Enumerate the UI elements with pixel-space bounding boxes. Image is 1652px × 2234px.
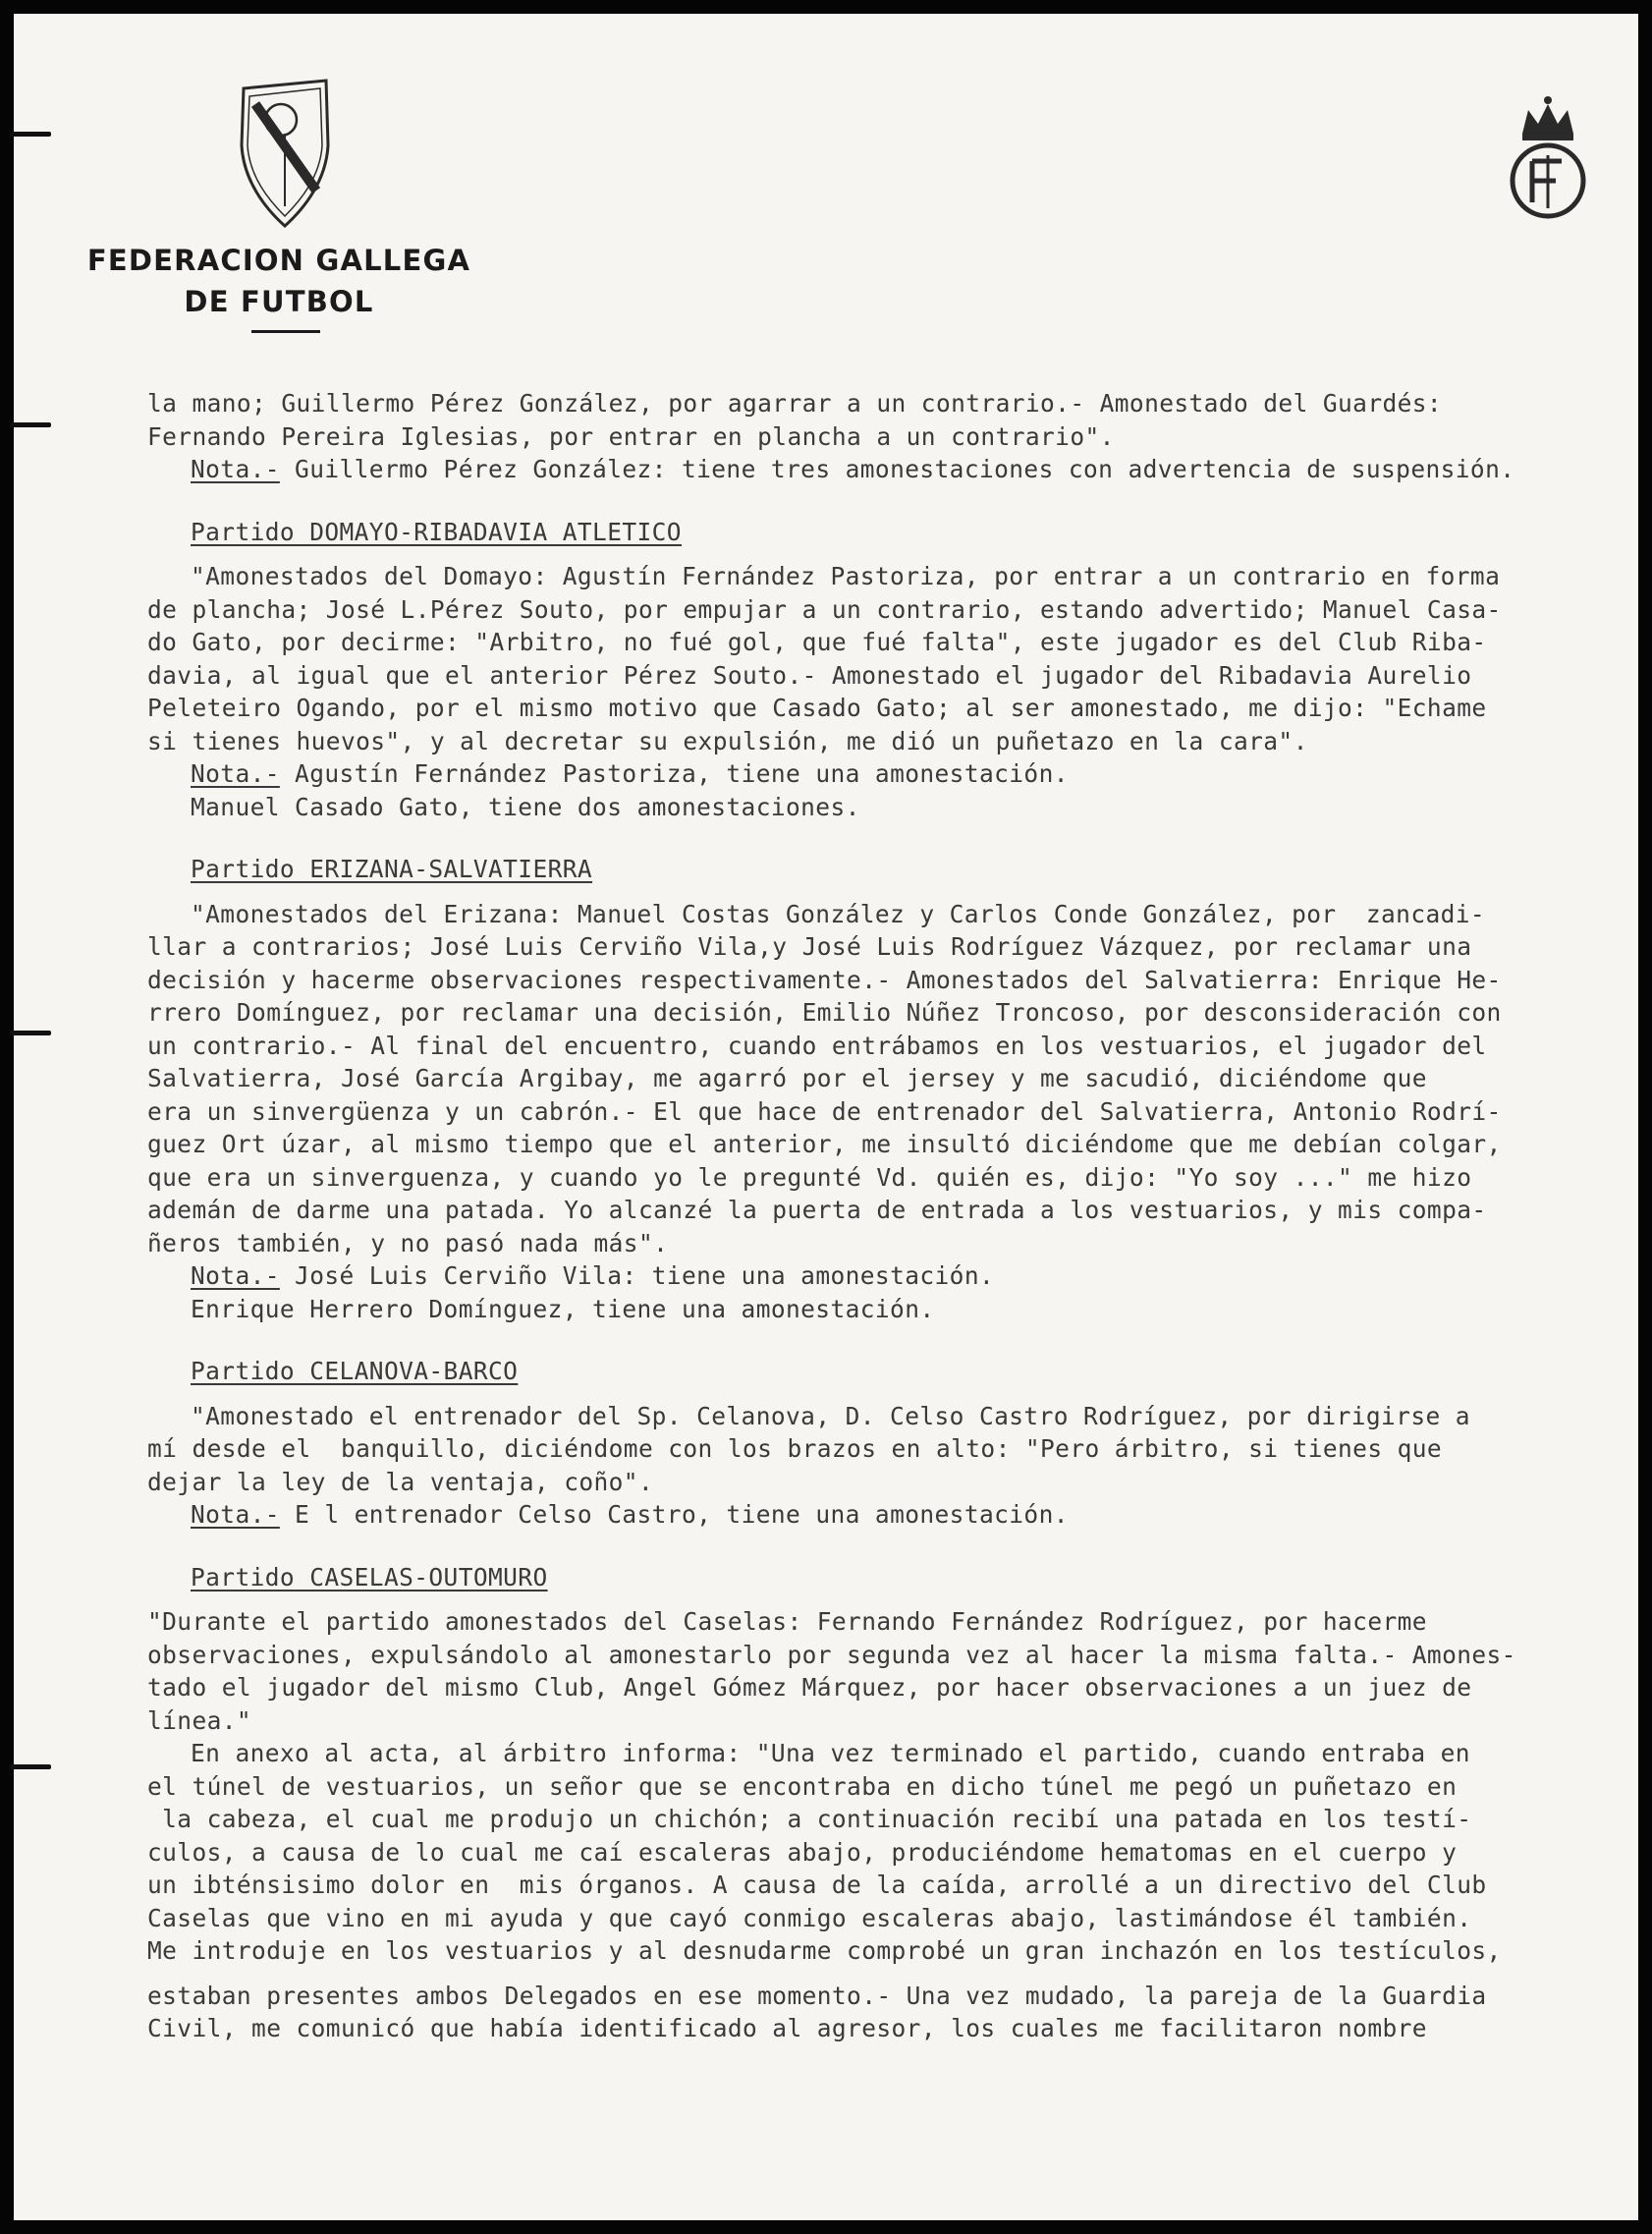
punch-mark (10, 422, 51, 427)
note-line (191, 757, 1650, 791)
text-line: el túnel de vestuarios, un señor que se encontraba en dicho túnel me pegó un puñetazo en (147, 1771, 1458, 1801)
note-line (191, 1498, 1650, 1532)
text-line: si tienes huevos", y al decretar su expulsión, me dió un puñetazo en la cara". (147, 726, 1308, 755)
text-line: Me introduje en los vestuarios y al desnudarme comprobé un gran inchazón en los testículos, (147, 1936, 1502, 1965)
text-line: En anexo al acta, al árbitro informa: "Una vez terminado el partido, cuando entraba en (191, 1739, 1470, 1767)
text-line: ñeros también, y no pasó nada más". (147, 1228, 669, 1257)
text-line: mí desde el banquillo, diciéndome con los brazos en alto: "Pero árbitro, si tienes que (147, 1434, 1443, 1463)
text-line: do Gato, por decirme: "Arbitro, no fué gol, que fué falta", este jugador es del Club Riba- (147, 628, 1487, 656)
federation-shield-icon (238, 75, 332, 232)
text-line: Enrique Herrero Domínguez, tiene una amonestación. (191, 1294, 935, 1323)
match-heading (191, 1561, 1650, 1594)
note-text: E l entrenador Celso Castro, tiene una amonestación. (279, 1500, 1069, 1529)
note-text: Guillermo Pérez González: tiene tres amonestaciones con advertencia de suspensión. (279, 455, 1515, 483)
org-name-line1: FEDERACION GALLEGA (86, 244, 471, 277)
punch-mark (10, 132, 51, 137)
text-line: la mano; Guillermo Pérez González, por agarrar a un contrario.- Amonestado del Guardés: (147, 389, 1443, 418)
text-line: estaban presentes ambos Delegados en ese momento.- Una vez mudado, la pareja de la Guardia (147, 1981, 1487, 2010)
document-page (14, 14, 1638, 2220)
text-line: Civil, me comunicó que había identificado al agresor, los cuales me facilitaron nombre (147, 2014, 1427, 2042)
text-line: llar a contrarios; José Luis Cerviño Vila,y José Luis Rodríguez Vázquez, por reclamar una (147, 932, 1472, 961)
text-line: Fernando Pereira Iglesias, por entrar en plancha a un contrario". (147, 421, 1115, 451)
text-line: ademán de darme una patada. Yo alcanzé la puerta de entrada a los vestuarios, y mis compa- (147, 1196, 1487, 1224)
text-line: Salvatierra, José García Argibay, me agarró por el jersey y me sacudió, diciéndome que (147, 1064, 1427, 1092)
text-line: que era un sinverguenza, y cuando yo le pregunté Vd. quién es, dijo: "Yo soy ..." me hizo (147, 1162, 1472, 1192)
match-heading (191, 853, 1650, 886)
text-line: un ibténsisimo dolor en mis órganos. A causa de la caída, arrollé a un directivo del Club (147, 1871, 1487, 1899)
note-line (191, 1259, 1650, 1293)
note-label: Nota.- (191, 759, 280, 788)
org-name-line2: DE FUTBOL (184, 285, 374, 318)
text-line: dejar la ley de la ventaja, coño". (147, 1467, 654, 1496)
text-line: tado el jugador del mismo Club, Angel Gómez Márquez, por hacer observaciones a un juez de (147, 1673, 1472, 1702)
text-line: Manuel Casado Gato, tiene dos amonestaciones. (191, 792, 860, 821)
punch-mark (10, 1031, 51, 1035)
text-line: Caselas que vino en mi ayuda y que cayó conmigo escaleras abajo, lastimándose él también. (147, 1903, 1472, 1932)
text-line: decisión y hacerme observaciones respectivamente.- Amonestados del Salvatierra: Enrique He- (147, 965, 1502, 994)
note-label: Nota.- (191, 455, 280, 483)
text-line: era un sinvergüenza y un cabrón.- El que hace de entrenador del Salvatierra, Antonio Rodrí- (147, 1096, 1502, 1126)
text-line: un contrario.- Al final del encuentro, cuando entrábamos en los vestuarios, el jugador del (147, 1031, 1487, 1060)
match-heading-text: Partido DOMAYO-RIBADAVIA ATLETICO (191, 517, 682, 546)
organization-name (73, 240, 485, 322)
match-heading (191, 1355, 1650, 1388)
text-line: de plancha; José L.Pérez Souto, por empujar a un contrario, estando advertido; Manuel Casa- (147, 594, 1502, 624)
text-line: la cabeza, el cual me produjo un chichón; a continuación recibí una patada en los testí- (147, 1805, 1472, 1833)
text-line: "Amonestado el entrenador del Sp. Celanova, D. Celso Castro Rodríguez, por dirigirse a (191, 1401, 1470, 1430)
royal-crown-monogram-icon (1499, 90, 1597, 224)
text-line: "Durante el partido amonestados del Caselas: Fernando Fernández Rodríguez, por hacerme (147, 1607, 1427, 1636)
text-line: línea." (147, 1705, 252, 1735)
text-line: "Amonestados del Domayo: Agustín Fernández Pastoriza, por entrar a un contrario en forma (191, 562, 1501, 590)
text-line: guez Ort úzar, al mismo tiempo que el anterior, me insultó diciéndome que me debían colgar, (147, 1130, 1502, 1158)
text-line: culos, a causa de lo cual me caí escaleras abajo, produciéndome hematomas en el cuerpo y (147, 1837, 1458, 1867)
match-heading-text: Partido CELANOVA-BARCO (191, 1357, 519, 1385)
text-line: observaciones, expulsándolo al amonestarlo por segunda vez al hacer la misma falta.- Amones- (147, 1640, 1516, 1669)
text-line: rrero Domínguez, por reclamar una decisión, Emilio Núñez Troncoso, por desconsideración con (147, 998, 1502, 1027)
note-text: Agustín Fernández Pastoriza, tiene una amonestación. (279, 759, 1069, 788)
note-label: Nota.- (191, 1500, 280, 1529)
match-heading (191, 516, 1650, 549)
text-line: Peleteiro Ogando, por el mismo motivo que Casado Gato; al ser amonestado, me dijo: "Echame (147, 694, 1487, 722)
match-heading-text: Partido ERIZANA-SALVATIERRA (191, 855, 593, 883)
match-heading-text: Partido CASELAS-OUTOMURO (191, 1562, 548, 1592)
text-line: davia, al igual que el anterior Pérez Souto.- Amonestado el jugador del Ribadavia Aurelio (147, 660, 1472, 690)
note-text: José Luis Cerviño Vila: tiene una amonestación. (279, 1261, 995, 1290)
text-line: "Amonestados del Erizana: Manuel Costas González y Carlos Conde González, por zancadi- (191, 899, 1486, 928)
note-label: Nota.- (191, 1261, 280, 1290)
punch-mark (10, 1764, 51, 1769)
note-line (191, 453, 1650, 486)
letterhead-rule (251, 330, 320, 333)
report-body (147, 387, 1650, 2045)
